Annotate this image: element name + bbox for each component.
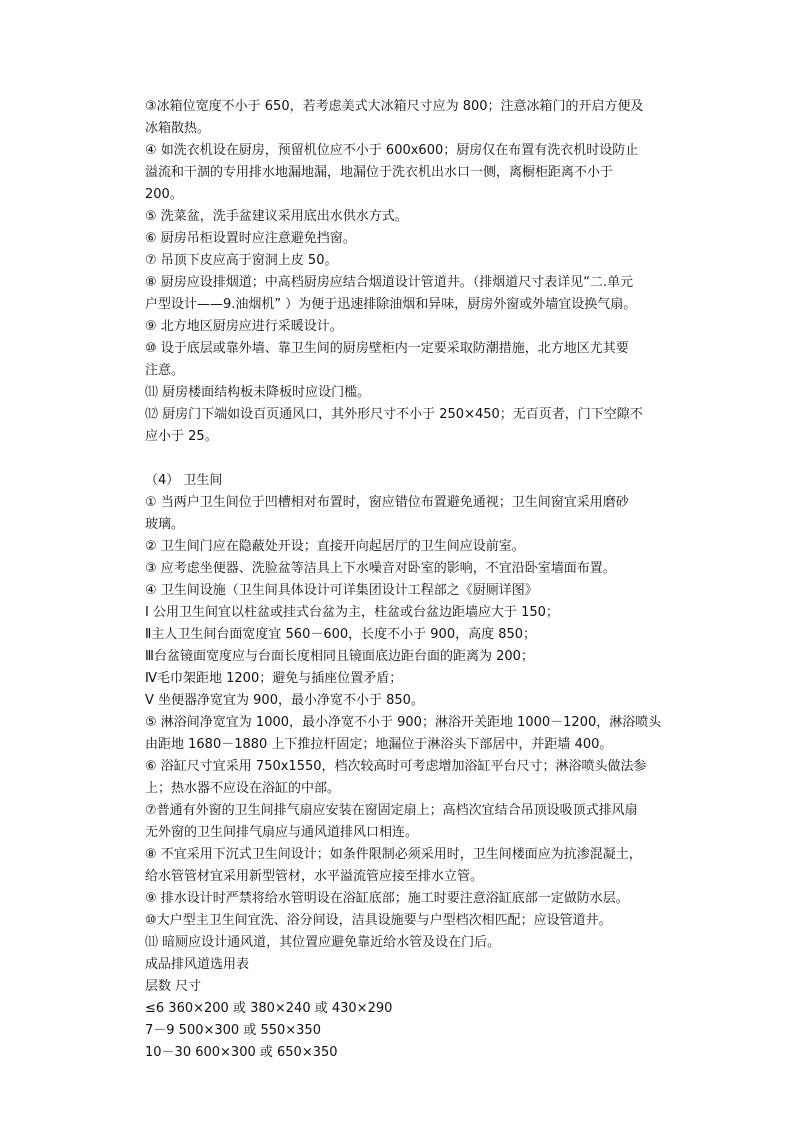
text-line: Ⅰ 公用卫生间宜以柱盆或挂式台盆为主，柱盆或台盆边距墙应大于 150； (145, 605, 559, 620)
text-line: ④ 卫生间设施（卫生间具体设计可详集团设计工程部之《厨厕详图》 (145, 583, 538, 598)
text-line: ④ 如洗衣机设在厨房，预留机位应不小于 600x600；厨房仅在布置有洗衣机时设防止 (145, 143, 639, 158)
paragraph-gap (145, 448, 685, 470)
text-line: 上；热水器不应设在浴缸的中部。 (145, 781, 341, 796)
document-page (145, 96, 685, 1064)
text-line: ② 卫生间门应在隐蔽处开设；直接开向起居厅的卫生间应设前室。 (145, 539, 525, 554)
text-line: ⑤ 淋浴间净宽宜为 1000，最小净宽不小于 900；淋浴开关距地 1000－1200，淋浴喷头 (145, 715, 662, 730)
text-line: 冰箱散热。 (145, 121, 211, 136)
text-line: ⑩大户型主卫生间宜洗、浴分间设，洁具设施要与户型档次相匹配；应设管道井。 (145, 913, 612, 928)
text-line: 应小于 25。 (145, 429, 218, 444)
text-line: ③冰箱位宽度不小于 650，若考虑美式大冰箱尺寸应为 800；注意冰箱门的开启方便及 (145, 99, 644, 114)
text-line: 玻璃。 (145, 517, 185, 532)
text-line: 无外窗的卫生间排气扇应与通风道排风口相连。 (145, 825, 419, 840)
text-line: 由距地 1680－1880 上下推拉杆固定；地漏位于淋浴头下部居中，并距墙 400。 (145, 737, 613, 752)
text-line: Ⅲ台盆镜面宽度应与台面长度相同且镜面底边距台面的距离为 200； (145, 649, 534, 664)
table-row: ≤6 360×200 或 380×240 或 430×290 (145, 1001, 393, 1016)
table-title: 成品排风道选用表 (145, 957, 250, 972)
text-line: Ⅱ主人卫生间台面宽度宜 560－600，长度不小于 900，高度 850； (145, 627, 537, 642)
text-line: 200。 (145, 187, 183, 202)
text-line: ⑨ 排水设计时严禁将给水管明设在浴缸底部；施工时要注意浴缸底部一定做防水层。 (145, 891, 629, 906)
text-line: ⑾ 暗厕应设计通风道，其位置应避免靠近给水管及设在门后。 (145, 935, 501, 950)
section-heading: （4） 卫生间 (145, 473, 223, 488)
text-line: 溢流和干涸的专用排水地漏地漏，地漏位于洗衣机出水口一侧，离橱柜距离不小于 (145, 165, 614, 180)
text-line: Ⅳ毛巾架距地 1200；避免与插座位置矛盾； (145, 671, 403, 686)
text-line: ⑧ 厨房应设排烟道；中高档厨房应结合烟道设计管道井。（排烟道尺寸表详见“二.单元 (145, 275, 634, 290)
text-line: ⑾ 厨房楼面结构板未降板时应设门槛。 (145, 385, 371, 400)
text-line: ③ 应考虑坐便器、洗脸盆等洁具上下水噪音对卧室的影响，不宜沿卧室墙面布置。 (145, 561, 616, 576)
text-line: ⑩ 设于底层或靠外墙、靠卫生间的厨房壁柜内一定要采取防潮措施，北方地区尤其要 (145, 341, 629, 356)
table-row: 10－30 600×300 或 650×350 (145, 1045, 338, 1060)
text-line: ⑥ 浴缸尺寸宜采用 750x1550，档次较高时可考虑增加浴缸平台尺寸；淋浴喷头做法参 (145, 759, 647, 774)
kitchen-section (145, 96, 685, 448)
text-line: ⑤ 洗菜盆，洗手盆建议采用底出水供水方式。 (145, 209, 408, 224)
bathroom-section (145, 470, 685, 954)
text-line: ⑥ 厨房吊柜设置时应注意避免挡窗。 (145, 231, 356, 246)
text-line: ① 当两户卫生间位于凹槽相对布置时，窗应错位布置避免通视；卫生间窗宜采用磨砂 (145, 495, 629, 510)
text-line: 注意。 (145, 363, 185, 378)
text-line: ⑨ 北方地区厨房应进行采暖设计。 (145, 319, 343, 334)
text-line: Ⅴ 坐便器净宽宜为 900，最小净宽不小于 850。 (145, 693, 424, 708)
text-line: ⑿ 厨房门下端如设百页通风口，其外形尺寸不小于 250×450；无百页者，门下空隙不 (145, 407, 643, 422)
exhaust-duct-table (145, 954, 685, 1064)
text-line: 给水管管材宜采用新型管材，水平溢流管应接至排水立管。 (145, 869, 484, 884)
table-header: 层数 尺寸 (145, 979, 202, 994)
text-line: ⑦ 吊顶下皮应高于窗洞上皮 50。 (145, 253, 338, 268)
text-line: ⑧ 不宜采用下沉式卫生间设计；如条件限制必须采用时，卫生间楼面应为抗渗混凝土， (145, 847, 642, 862)
table-row: 7－9 500×300 或 550×350 (145, 1023, 321, 1038)
text-line: ⑦普通有外窗的卫生间排气扇应安装在窗固定扇上；高档次宜结合吊顶设吸顶式排风扇 (145, 803, 638, 818)
text-line: 户型设计——9.油烟机” ）为便于迅速排除油烟和异味，厨房外窗或外墙宜设换气扇。 (145, 297, 637, 312)
